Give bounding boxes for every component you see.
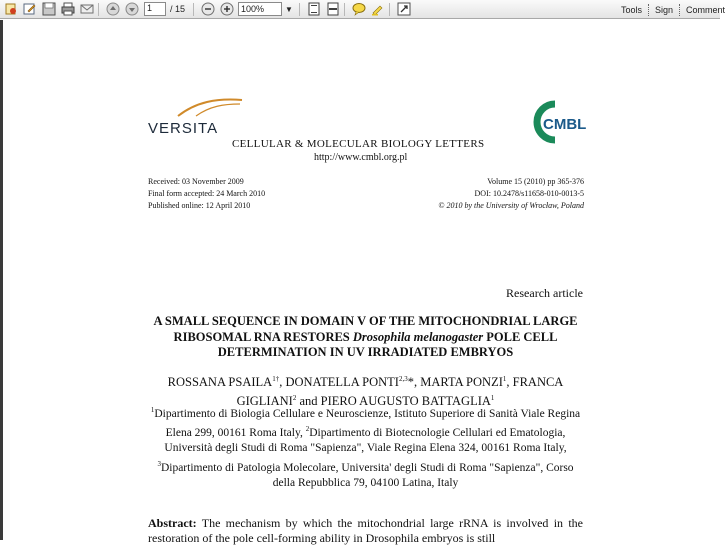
copyright: © 2010 by the University of Wrocław, Poland [438,201,584,210]
fit-width-icon[interactable] [325,1,341,17]
affiliation-text: Dipartimento di Patologia Molecolare, Universita' degli Studi di Roma "Sapienza", Corso della Repubblica 79, 04100 Latina, Italy [160,461,574,490]
cmbl-logo [525,100,585,144]
cmbl-logo-text: CMBL [543,116,587,133]
save-icon[interactable] [41,1,57,17]
article-title [148,314,583,361]
toolbar-separator [389,3,390,16]
corresponding-author-mark: * [407,375,414,390]
toolbar-separator [98,3,99,16]
author-name: , DONATELLA PONTI [279,375,399,390]
author-affiliation-mark: 1† [272,375,280,383]
journal-url: http://www.cmbl.org.pl [314,152,408,163]
versita-logo-swoosh [176,96,246,120]
create-icon[interactable] [3,1,19,17]
author-name: and PIERO AUGUSTO BATTAGLIA [296,394,491,409]
zoom-out-icon[interactable] [200,1,216,17]
affiliation-text: Dipartimento di Biologia Cellulare e Neuroscienze, Istituto Superiore di Sanità Viale Regina Elena 299, 00161 Roma Italy, [154,407,581,440]
previous-page-icon[interactable] [105,1,121,17]
final-form-date: Final form accepted: 24 March 2010 [148,189,266,198]
author-affiliation-mark: 1 [502,375,507,383]
title-species: Drosophila melanogaster [352,329,484,344]
author-affiliations [148,403,583,492]
top-menu [615,0,725,19]
author-affiliation-mark: 2,3 [398,375,408,383]
viewer-toolbar [0,0,725,19]
author-name: ROSSANA PSAILA [167,375,273,390]
doi: DOI: 10.2478/s11658-010-0013-5 [474,189,584,198]
chevron-down-icon[interactable]: ▼ [285,4,293,14]
volume-info: Volume 15 (2010) pp 365-376 [487,177,584,186]
title-part-1: A SMALL SEQUENCE IN DOMAIN V OF THE MITOCHONDRIAL LARGE RIBOSOMAL RNA RESTORES [153,314,578,344]
menu-sign[interactable]: Sign [654,4,673,15]
fit-page-icon[interactable] [306,1,322,17]
abstract-label: Abstract: [148,516,197,530]
menu-tools[interactable]: Tools [620,4,642,15]
abstract-text: The mechanism by which the mitochondrial large rRNA is involved in the restoration of the pole cell-forming ability in Drosophila embryos is still [148,516,583,545]
abstract [148,516,583,545]
received-date: Received: 03 November 2009 [148,177,244,186]
menu-comment[interactable]: Comment [686,4,725,15]
author-name: , MARTA PONZI [413,375,503,390]
affiliation-text: Dipartimento di Biotecnologie Cellulari ed Ematologia, Università degli Studi di Roma "Sapienza", Viale Regina Elena 324, 00161 Roma Italy, [164,427,567,455]
page-edge [0,20,3,540]
affiliation-mark: 3 [157,459,161,468]
article-citation [420,176,584,212]
author-affiliation-mark: 2 [292,394,297,403]
page-number-input[interactable]: 1 [144,2,166,16]
comment-icon[interactable] [351,1,367,17]
affiliation-mark: 1 [150,406,155,414]
article-dates [148,176,265,212]
zoom-select[interactable] [238,2,282,16]
affiliation-mark: 2 [305,425,310,434]
email-icon[interactable] [79,1,95,17]
author-affiliation-mark: 1 [490,394,495,403]
author-name: , FRANCA GIGLIANI [236,375,564,409]
toolbar-separator [193,3,194,16]
toolbar-separator [299,3,300,16]
print-icon[interactable] [60,1,76,17]
zoom-in-icon[interactable] [219,1,235,17]
zoom-value: 100% [241,4,265,14]
next-page-icon[interactable] [124,1,140,17]
published-date: Published online: 12 April 2010 [148,201,251,210]
highlight-icon[interactable] [370,1,386,17]
edit-icon[interactable] [22,1,38,17]
publisher-logo: VERSITA [148,120,219,137]
journal-title: CELLULAR & MOLECULAR BIOLOGY LETTERS [232,138,485,150]
toolbar-separator [344,3,345,16]
page-total: / 15 [170,4,186,14]
title-part-2: POLE CELL DETERMINATION IN UV IRRADIATED EMBRYOS [217,329,558,359]
expand-icon[interactable] [396,1,412,17]
article-type: Research article [506,286,583,300]
